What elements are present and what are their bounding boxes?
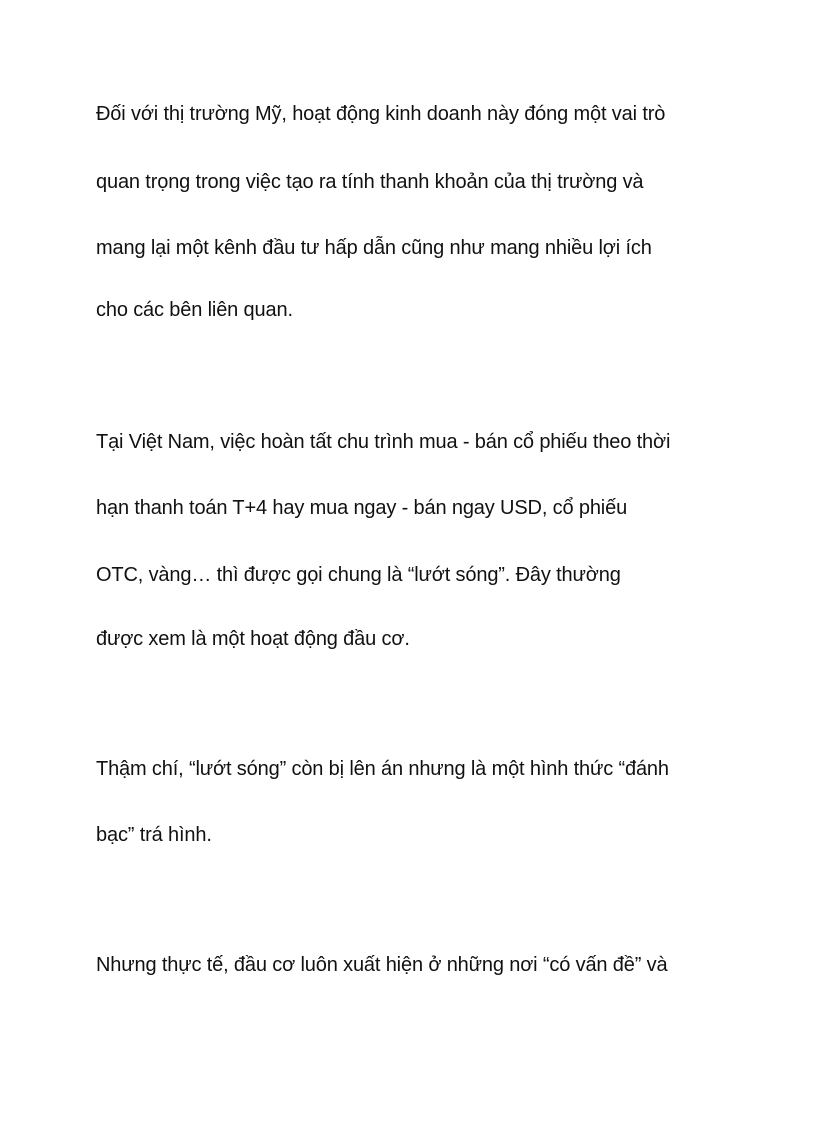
text-line: Thậm chí, “lướt sóng” còn bị lên án nhưng là một hình thức “đánh	[96, 758, 669, 780]
text-line: cho các bên liên quan.	[96, 299, 293, 321]
text-line: Nhưng thực tế, đầu cơ luôn xuất hiện ở những nơi “có vấn đề” và	[96, 954, 668, 976]
text-line: hạn thanh toán T+4 hay mua ngay - bán ngay USD, cổ phiếu	[96, 497, 628, 519]
text-line: được xem là một hoạt động đầu cơ.	[96, 628, 410, 650]
text-line: bạc” trá hình.	[96, 824, 212, 846]
text-line: OTC, vàng… thì được gọi chung là “lướt sóng”. Đây thường	[96, 564, 621, 586]
text-line: Đối với thị trường Mỹ, hoạt động kinh doanh này đóng một vai trò	[96, 103, 666, 125]
text-line: quan trọng trong việc tạo ra tính thanh khoản của thị trường và	[96, 171, 644, 193]
text-line: mang lại một kênh đầu tư hấp dẫn cũng như mang nhiều lợi ích	[96, 237, 652, 259]
text-line: Tại Việt Nam, việc hoàn tất chu trình mua - bán cổ phiếu theo thời	[96, 431, 671, 453]
